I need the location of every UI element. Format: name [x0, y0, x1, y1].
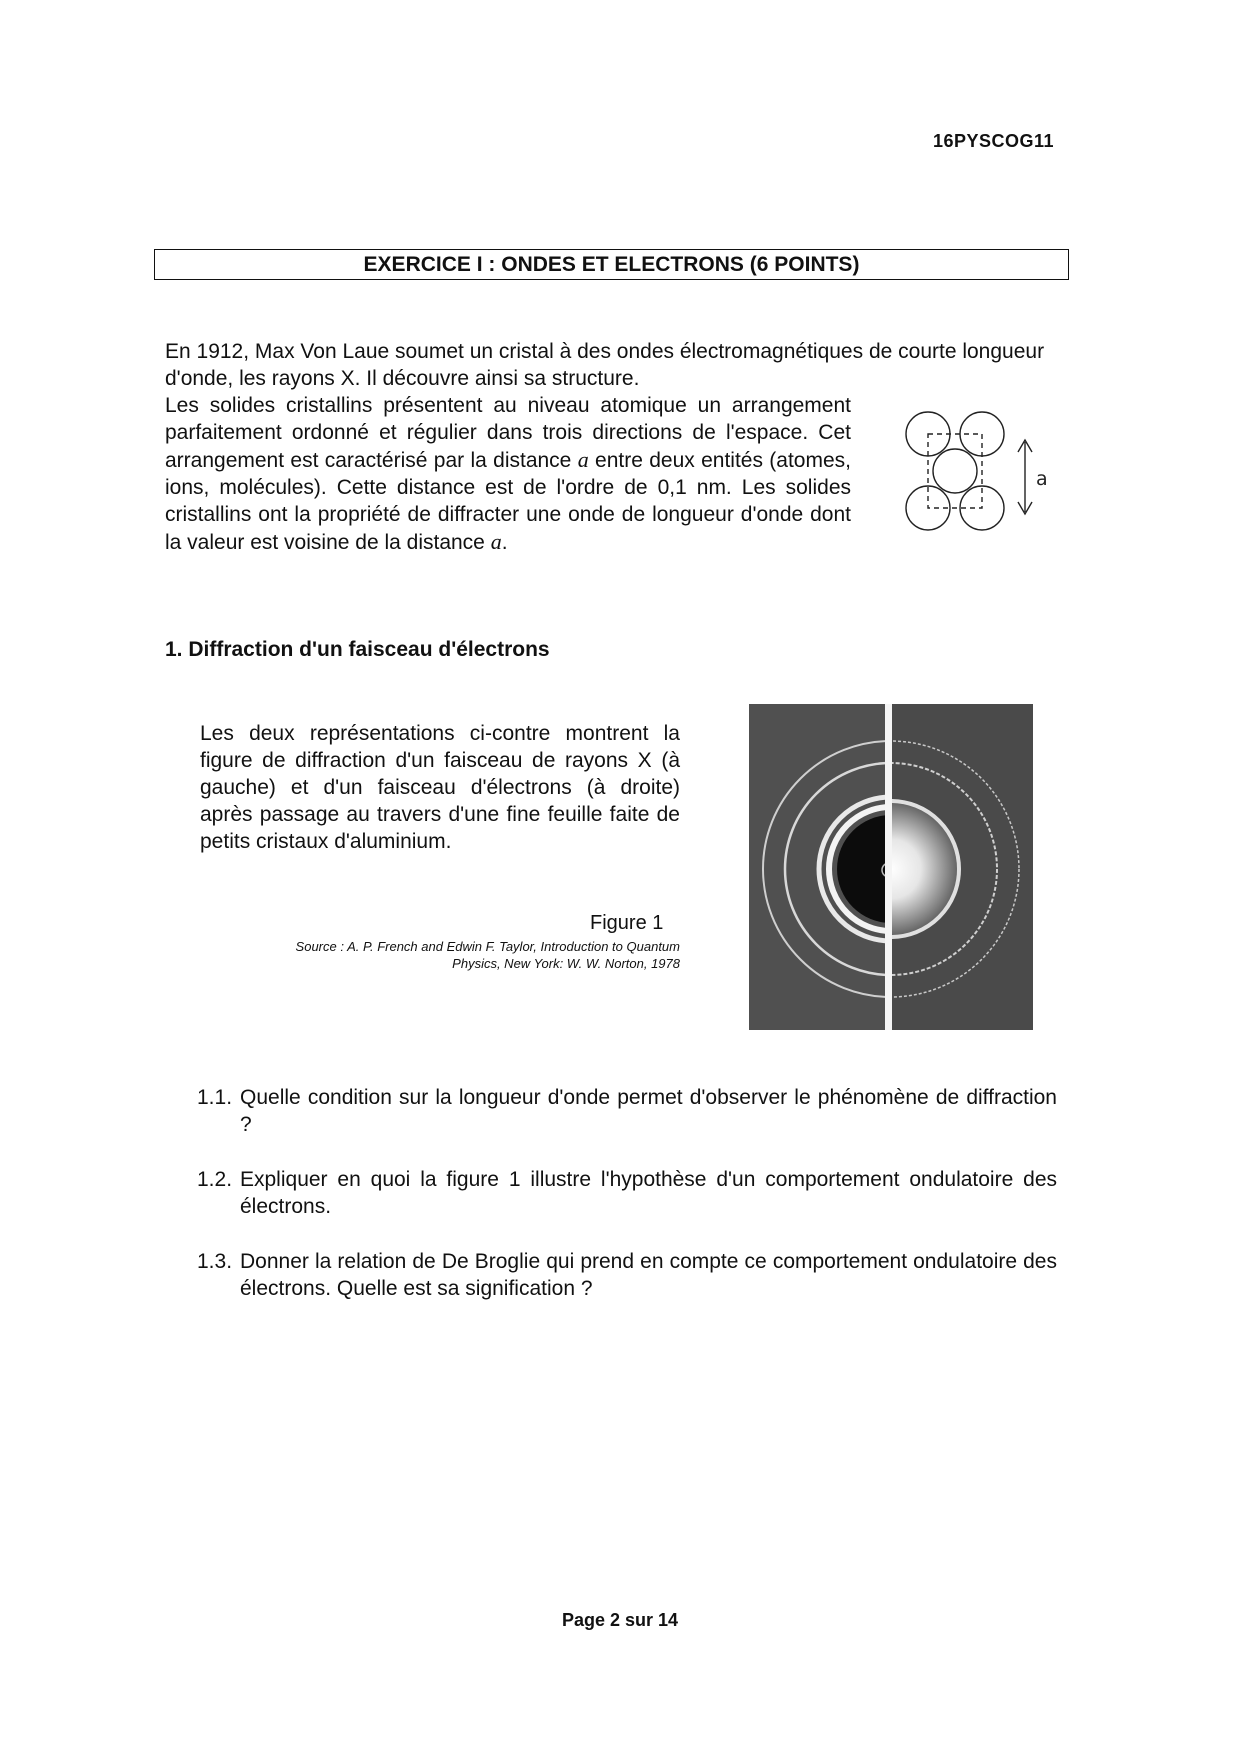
crystal-description-part3: .	[501, 531, 508, 554]
crystal-description	[165, 392, 851, 556]
distance-label: a	[1036, 468, 1048, 490]
question-number: 1.2.	[197, 1168, 233, 1191]
distance-variable: a	[577, 447, 589, 472]
diffraction-figure	[749, 704, 1033, 1030]
intro-paragraph: En 1912, Max Von Laue soumet un cristal à des ondes électromagnétiques de courte longueur d'onde, les rayons X. Il découvre ainsi sa structure.	[165, 340, 1045, 390]
figure-label: Figure 1	[590, 912, 664, 934]
question-item	[197, 1166, 1057, 1220]
question-text: Expliquer en quoi la figure 1 illustre l'hypothèse d'un comportement ondulatoire des électrons.	[240, 1168, 1057, 1218]
question-text: Quelle condition sur la longueur d'onde permet d'observer le phénomène de diffraction ?	[240, 1086, 1057, 1136]
crystal-lattice-diagram	[900, 408, 1075, 543]
figure-source	[180, 938, 680, 972]
figure-divider	[885, 704, 892, 1030]
exercise-title: EXERCICE I : ONDES ET ELECTRONS (6 POINTS)	[363, 252, 860, 276]
figure-description: Les deux représentations ci-contre montrent la figure de diffraction d'un faisceau de rayons X (à gauche) et d'un faisceau d'électrons (à droite) après passage au travers d'une fine feuille faite de petits cristaux d'aluminium.	[200, 722, 680, 853]
question-text: Donner la relation de De Broglie qui prend en compte ce comportement ondulatoire des électrons. Quelle est sa signification ?	[240, 1250, 1057, 1300]
exercise-title-box	[154, 249, 1069, 280]
crystal-description-part2: entre deux entités (atomes, ions, molécules). Cette distance est de l'ordre de 0,1 nm. Les solides cristallins ont la propriété de diffracter une onde de longueur d'onde dont la valeur est voisine de la distance	[165, 449, 851, 554]
question-item	[197, 1248, 1057, 1302]
crystal-description-part1: Les solides cristallins présentent au niveau atomique un arrangement parfaitement ordonné et régulier dans trois directions de l'espace. Cet arrangement est caractérisé par la distance	[165, 394, 851, 472]
distance-variable-end: a	[490, 529, 502, 554]
unit-cell-square	[928, 434, 982, 508]
question-number: 1.1.	[197, 1086, 233, 1109]
figure-source-line2: Physics, New York: W. W. Norton, 1978	[452, 956, 680, 971]
atom-center	[933, 449, 977, 493]
question-item	[197, 1084, 1057, 1138]
figure-source-line1: Source : A. P. French and Edwin F. Taylor, Introduction to Quantum	[295, 939, 680, 954]
section-heading: 1. Diffraction d'un faisceau d'électrons	[165, 638, 550, 661]
question-number: 1.3.	[197, 1250, 233, 1273]
document-code: 16PYSCOG11	[933, 131, 1055, 151]
page-number: Page 2 sur 14	[561, 1610, 679, 1630]
